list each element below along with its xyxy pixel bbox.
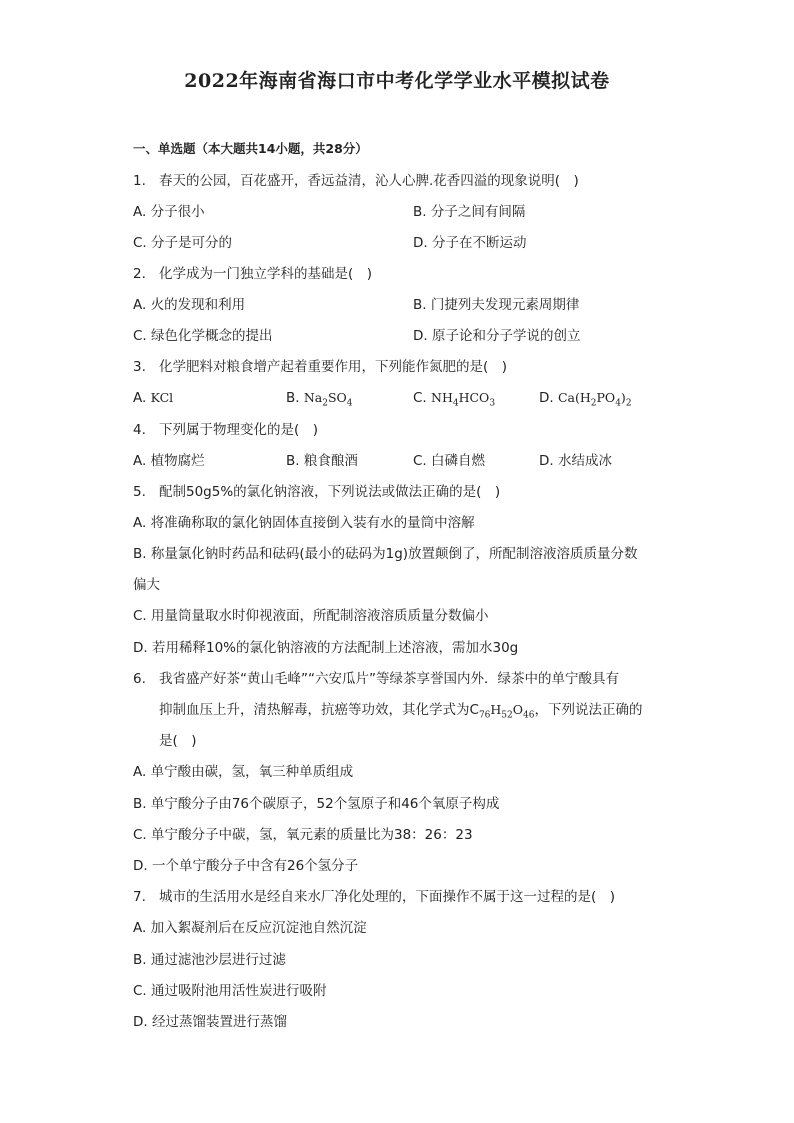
option-b: B. 分子之间有间隔 bbox=[413, 204, 526, 220]
option-c: C. 白磷自燃 bbox=[413, 453, 486, 469]
formula-kcl: KCl bbox=[150, 390, 174, 405]
option-d: D. 若用稀释10%的氯化钠溶液的方法配制上述溶液，需加水30g bbox=[133, 640, 519, 656]
option-d: D. 原子论和分子学说的创立 bbox=[413, 328, 581, 344]
question-number: 1. bbox=[133, 173, 146, 189]
option-b: B. 门捷列夫发现元素周期律 bbox=[413, 297, 580, 313]
option-d: D. 水结成冰 bbox=[539, 453, 612, 469]
option-c: C. 用量筒量取水时仰视液面，所配制溶液溶质质量分数偏小 bbox=[133, 608, 489, 624]
option-c: C. 单宁酸分子中碳，氢，氧元素的质量比为38：26：23 bbox=[133, 827, 473, 843]
question-stem-line2: 抑制血压上升，清热解毒，抗癌等功效，其化学式为$C_{76}H_{52}O_{46}$，下列说法正确的 bbox=[159, 702, 643, 721]
option-b: B. 通过滤池沙层进行过滤 bbox=[133, 952, 286, 968]
question-stem-line3: 是( ) bbox=[159, 733, 197, 749]
formula-ca-h2po4-2: $Ca(H_2PO_4)_2$ bbox=[557, 390, 632, 409]
question-number: 6. bbox=[133, 671, 146, 687]
question-6 bbox=[133, 669, 619, 689]
question-number: 3. bbox=[133, 359, 146, 375]
option-a: A. KCl bbox=[133, 390, 174, 406]
question-stem: 春天的公园，百花盛开，香远益清，沁人心脾.花香四溢的现象说明( ) bbox=[159, 173, 579, 189]
option-b-continued: 偏大 bbox=[133, 577, 160, 593]
question-4 bbox=[133, 420, 318, 440]
question-number: 7. bbox=[133, 889, 146, 905]
option-a: A. 加入絮凝剂后在反应沉淀池自然沉淀 bbox=[133, 920, 367, 936]
formula-nh4hco3: $NH_4HCO_3$ bbox=[431, 390, 496, 409]
option-a: A. 分子很小 bbox=[133, 204, 205, 220]
option-b: B. $Na_2SO_4$ bbox=[286, 390, 353, 409]
option-d: D. 一个单宁酸分子中含有26个氢分子 bbox=[133, 858, 359, 874]
question-stem-line1: 我省盛产好茶“黄山毛峰”“六安瓜片”等绿茶享誉国内外．绿茶中的单宁酸具有 bbox=[159, 671, 619, 687]
option-d: D. 分子在不断运动 bbox=[413, 235, 527, 251]
question-stem: 配制50g5%的氯化钠溶液，下列说法或做法正确的是( ) bbox=[159, 484, 501, 500]
question-stem: 化学肥料对粮食增产起着重要作用，下列能作氮肥的是( ) bbox=[159, 359, 508, 375]
option-b: B. 称量氯化钠时药品和砝码(最小的砝码为1g)放置颠倒了，所配制溶液溶质质量分数 bbox=[133, 546, 638, 562]
question-number: 4. bbox=[133, 422, 146, 438]
formula-na2so4: $Na_2SO_4$ bbox=[303, 390, 353, 409]
formula-tannic-acid: $_{76}H_{52}O_{46}$ bbox=[478, 702, 535, 721]
option-c: C. 绿色化学概念的提出 bbox=[133, 328, 273, 344]
option-c: C. $NH_4HCO_3$ bbox=[413, 390, 496, 409]
question-7 bbox=[133, 887, 615, 907]
question-stem: 城市的生活用水是经自来水厂净化处理的，下面操作不属于这一过程的是( ) bbox=[159, 889, 616, 905]
option-b: B. 单宁酸分子由76个碳原子，52个氢原子和46个氧原子构成 bbox=[133, 796, 500, 812]
option-d: D. 经过蒸馏装置进行蒸馏 bbox=[133, 1014, 287, 1030]
option-a: A. 火的发现和利用 bbox=[133, 297, 246, 313]
option-a: A. 将准确称取的氯化钠固体直接倒入装有水的量筒中溶解 bbox=[133, 515, 475, 531]
section-heading: 一、单选题（本大题共14小题，共28分） bbox=[133, 141, 368, 156]
option-d: D. $Ca(H_2PO_4)_2$ bbox=[539, 390, 632, 409]
option-b: B. 粮食酿酒 bbox=[286, 453, 358, 469]
question-3 bbox=[133, 357, 507, 377]
option-c: C. 分子是可分的 bbox=[133, 235, 233, 251]
page-title: 2022年海南省海口市中考化学学业水平模拟试卷 bbox=[184, 70, 610, 92]
question-5 bbox=[133, 482, 500, 502]
question-stem: 化学成为一门独立学科的基础是( ) bbox=[159, 266, 373, 282]
option-a: A. 植物腐烂 bbox=[133, 453, 205, 469]
question-stem: 下列属于物理变化的是( ) bbox=[159, 422, 319, 438]
option-c: C. 通过吸附池用活性炭进行吸附 bbox=[133, 983, 327, 999]
question-2 bbox=[133, 264, 372, 284]
option-a: A. 单宁酸由碳，氢，氧三种单质组成 bbox=[133, 764, 354, 780]
question-number: 5. bbox=[133, 484, 146, 500]
question-1 bbox=[133, 171, 579, 191]
question-number: 2. bbox=[133, 266, 146, 282]
